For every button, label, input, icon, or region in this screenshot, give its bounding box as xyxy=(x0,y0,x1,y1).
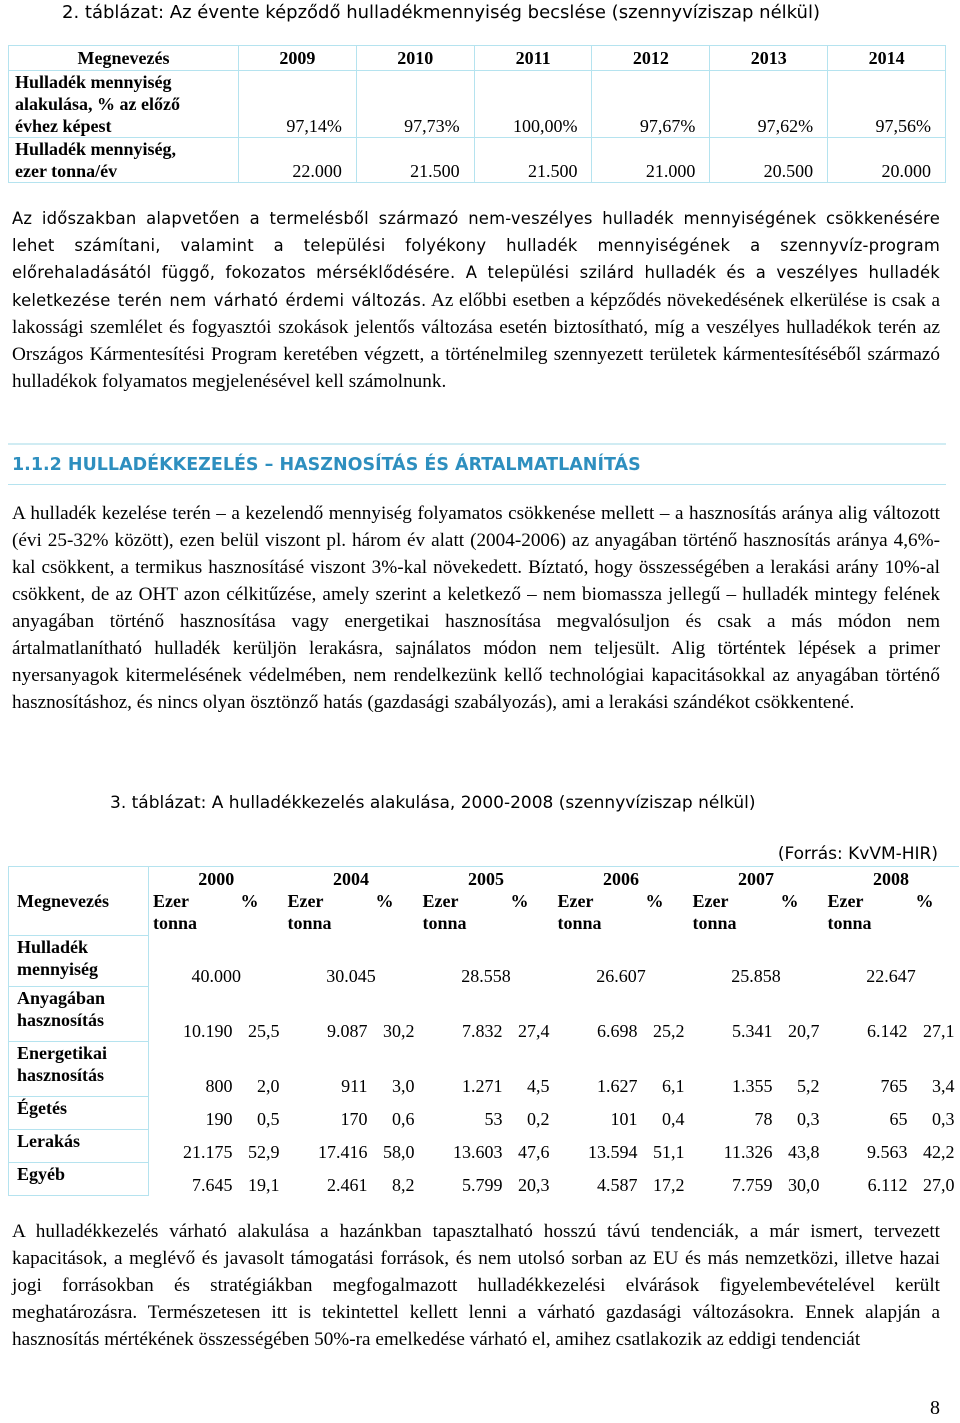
table3-cell: 51,1 xyxy=(653,1141,685,1162)
table3-cell: 7.645 xyxy=(192,1174,233,1195)
table3-caption: 3. táblázat: A hulladékkezelés alakulása, 2000-2008 (szennyvíziszap nélkül) xyxy=(110,793,756,813)
table3-sub-ton: Ezer tonna xyxy=(422,890,467,933)
table3-sub-ton: Ezer tonna xyxy=(557,890,602,933)
table3-cell: 30,2 xyxy=(383,1020,415,1041)
table3-year: 2006 xyxy=(554,867,689,890)
table3-cell: 27,4 xyxy=(518,1020,550,1041)
heading-underline xyxy=(8,484,946,485)
table2-cell: 97,67% xyxy=(592,71,710,138)
table2 xyxy=(8,45,946,183)
table3-cell: 0,3 xyxy=(932,1108,955,1129)
table3-cell: 25,5 xyxy=(248,1020,280,1041)
table3-cell: 4,5 xyxy=(527,1075,550,1096)
table3-row xyxy=(9,1163,959,1196)
table3-sub-pct: % xyxy=(510,890,529,911)
table3-cell: 27,0 xyxy=(923,1174,955,1195)
table3-cell: 58,0 xyxy=(383,1141,415,1162)
table3-cell: 5,2 xyxy=(797,1075,820,1096)
table3-cell: 6.698 xyxy=(597,1020,638,1041)
table3-cell: 21.175 xyxy=(183,1141,233,1162)
table3-cell: 13.594 xyxy=(588,1141,638,1162)
table3-row-label: Anyagában hasznosítás xyxy=(9,987,149,1042)
table3-cell: 78 xyxy=(754,1108,773,1129)
table3-sub-pct: % xyxy=(645,890,664,911)
table3-cell: 190 xyxy=(205,1108,233,1129)
table3-cell: 9.087 xyxy=(327,1020,368,1041)
table3-cell: 3,0 xyxy=(392,1075,415,1096)
table3-year-row xyxy=(9,867,959,890)
table3-year: 2004 xyxy=(284,867,419,890)
table2-header-row xyxy=(9,46,946,71)
table3-cell: 17,2 xyxy=(653,1174,685,1195)
table3-cell: 42,2 xyxy=(923,1141,955,1162)
page-number: 8 xyxy=(930,1397,940,1419)
table2-cell: 97,73% xyxy=(356,71,474,138)
table3-cell: 30,0 xyxy=(788,1174,820,1195)
table2-cell: 21.500 xyxy=(474,138,592,183)
table3-row-label: Energetikai hasznosítás xyxy=(9,1042,149,1097)
table3-cell: 26.607 xyxy=(596,965,646,986)
table3-cell: 20,7 xyxy=(788,1020,820,1041)
table3-cell: 7.759 xyxy=(732,1174,773,1195)
paragraph-3-text: A hulladékkezelés várható alakulása a hazánkban tapasztalható hosszú távú tendenciák, a már ismert, tervezett kapacitások, a meglévő és javasolt támogatási források, és nem utolsó sorban az EU és más nemzetközi, illetve hazai jogi forrásokban és stratégiákban megfogalmazott hulladékkezelési elvárások figyelembevételével került meghatározásra. Természetesen itt is tekintettel kellett lenni a várható gazdasági változásokra. Ennek alapján a hasznosítás mértékének összességében 50%-ra emelkedése várható el, amihez csatlakozik az eddigi tendenciát xyxy=(12,1221,940,1350)
table3-sub-pct: % xyxy=(915,890,934,911)
table3-cell: 40.000 xyxy=(191,965,241,986)
table3-cell: 0,2 xyxy=(527,1108,550,1129)
paragraph-2 xyxy=(12,500,940,716)
table3-cell: 5.341 xyxy=(732,1020,773,1041)
table2-cell: 21.000 xyxy=(592,138,710,183)
table2-cell: 97,56% xyxy=(828,71,946,138)
table3-cell: 43,8 xyxy=(788,1141,820,1162)
table3-cell: 0,4 xyxy=(662,1108,685,1129)
table3-year: 2008 xyxy=(824,867,959,890)
table3 xyxy=(8,866,959,1196)
table2-row xyxy=(9,138,946,183)
table3-cell: 6.142 xyxy=(867,1020,908,1041)
table3-cell: 10.190 xyxy=(183,1020,233,1041)
table3-cell: 30.045 xyxy=(326,965,376,986)
table2-row-label: Hulladék mennyiség, ezer tonna/év xyxy=(9,138,239,183)
table3-cell: 2,0 xyxy=(257,1075,280,1096)
table3-cell: 4.587 xyxy=(597,1174,638,1195)
table3-cell: 765 xyxy=(880,1075,908,1096)
table3-cell: 25,2 xyxy=(653,1020,685,1041)
table3-row xyxy=(9,1130,959,1163)
table3-row-label: Égetés xyxy=(9,1097,149,1130)
table3-cell: 0,6 xyxy=(392,1108,415,1129)
table3-row-label: Hulladék mennyiség xyxy=(9,936,149,987)
table2-header-cell: 2013 xyxy=(710,46,828,71)
table3-row-label: Egyéb xyxy=(9,1163,149,1196)
table2-cell: 100,00% xyxy=(474,71,592,138)
table3-cell: 22.647 xyxy=(866,965,916,986)
table3-cell: 800 xyxy=(205,1075,233,1096)
table3-cell: 65 xyxy=(889,1108,908,1129)
table3-subheader-row xyxy=(9,890,959,936)
table3-cell: 25.858 xyxy=(731,965,781,986)
table2-cell: 21.500 xyxy=(356,138,474,183)
table3-cell: 1.627 xyxy=(597,1075,638,1096)
table2-caption: 2. táblázat: Az évente képződő hulladékmennyiség becslése (szennyvíziszap nélkül) xyxy=(62,2,820,23)
table3-sub-ton: Ezer tonna xyxy=(692,890,737,933)
table2-cell: 20.500 xyxy=(710,138,828,183)
table3-sub-ton: Ezer tonna xyxy=(827,890,872,933)
table3-sub-pct: % xyxy=(240,890,259,911)
table3-label-header: Megnevezés xyxy=(9,867,149,936)
table3-cell: 52,9 xyxy=(248,1141,280,1162)
table3-cell: 13.603 xyxy=(453,1141,503,1162)
table3-row-label: Lerakás xyxy=(9,1130,149,1163)
table3-cell: 27,1 xyxy=(923,1020,955,1041)
table3-sub-pct: % xyxy=(375,890,394,911)
table3-year: 2007 xyxy=(689,867,824,890)
paragraph-3 xyxy=(12,1218,940,1353)
table3-row xyxy=(9,987,959,1042)
table2-cell: 20.000 xyxy=(828,138,946,183)
table3-cell: 9.563 xyxy=(867,1141,908,1162)
table3-cell: 5.799 xyxy=(462,1174,503,1195)
table2-cell: 22.000 xyxy=(239,138,357,183)
table3-cell: 47,6 xyxy=(518,1141,550,1162)
table3-sub-pct: % xyxy=(780,890,799,911)
table3-cell: 1.271 xyxy=(462,1075,503,1096)
table3-source: (Forrás: KvVM-HIR) xyxy=(777,844,938,864)
table3-cell: 28.558 xyxy=(461,965,511,986)
table3-year: 2005 xyxy=(419,867,554,890)
table2-header-cell: 2010 xyxy=(356,46,474,71)
table3-cell: 1.355 xyxy=(732,1075,773,1096)
table2-cell: 97,14% xyxy=(239,71,357,138)
table3-sub-ton: Ezer tonna xyxy=(287,890,332,933)
table3-cell: 20,3 xyxy=(518,1174,550,1195)
table2-header-cell: 2014 xyxy=(828,46,946,71)
table3-year: 2000 xyxy=(149,867,284,890)
section-heading: 1.1.2 HULLADÉKKEZELÉS – HASZNOSÍTÁS ÉS ÁRTALMATLANÍTÁS xyxy=(12,455,641,475)
table3-cell: 53 xyxy=(484,1108,503,1129)
table3-row xyxy=(9,1097,959,1130)
table3-cell: 0,5 xyxy=(257,1108,280,1129)
table2-header-cell: 2012 xyxy=(592,46,710,71)
table3-cell: 7.832 xyxy=(462,1020,503,1041)
paragraph-2-text: A hulladék kezelése terén – a kezelendő mennyiség folyamatos csökkenése mellett – a hasznosítás aránya alig változott (évi 25-32% között), ezen belül viszont pl. három év alatt (2004-2006) az anyagában történő hasznosítás aránya 4,6%-kal csökkent, a termikus hasznosításé viszont 3%-kal növekedett. Bíztató, hogy összességében a lerakási arány 10%-al csökkent, de az OHT azon célkitűzése, amely szerint a keletkező – nem biomassza jellegű – hulladék mintegy felének anyagában történő hasznosítása vagy energetikai hasznosítása megvalósuljon és csak a más módon nem ártalmatlanítható hulladék kerüljön lerakásra, sajnálatos módon nem teljesült. Alig történtek lépések a primer nyersanyagok kitermelésének védelmében, nem rendelkezünk kellő technológiai kapacitásokkal az anyagában történő hasznosításhoz, és nincs olyan ösztönző hatás (gazdasági szabályozás), ami a lerakási szándékot csökkentené. xyxy=(12,503,940,713)
paragraph-1-sans: Az időszakban alapvetően a termelésből származó nem-veszélyes hulladék mennyiségének csökkenésére lehet számítani, valamint a települési folyékony hulladék mennyiségének a szennyvíz-program előrehaladásától függő, fokozatos mérséklődésére. A települési szilárd hulladék és a veszélyes hulladék keletkezése terén nem várható érdemi változás. xyxy=(12,209,940,310)
table2-header-cell: Megnevezés xyxy=(9,46,239,71)
table2-row-label: Hulladék mennyiség alakulása, % az előző évhez képest xyxy=(9,71,239,138)
table2-header-cell: 2011 xyxy=(474,46,592,71)
table3-cell: 6,1 xyxy=(662,1075,685,1096)
table2-row xyxy=(9,71,946,138)
table2-header-cell: 2009 xyxy=(239,46,357,71)
table3-cell: 19,1 xyxy=(248,1174,280,1195)
table3-cell: 170 xyxy=(340,1108,368,1129)
table3-cell: 11.326 xyxy=(723,1141,773,1162)
table3-row xyxy=(9,936,959,987)
table2-cell: 97,62% xyxy=(710,71,828,138)
table3-cell: 101 xyxy=(610,1108,638,1129)
table3-cell: 911 xyxy=(341,1075,368,1096)
section-divider xyxy=(8,443,946,445)
table3-cell: 2.461 xyxy=(327,1174,368,1195)
table3-cell: 8,2 xyxy=(392,1174,415,1195)
paragraph-1-serif: Az előbbi esetben a képződés növekedésének elkerülése is csak a lakossági szemlélet és fogyasztói szokások jelentős változása esetén biztosítható, míg a veszélyes hulladékok terén az Országos Kármentesítési Program keretében végzett, a történelmileg szennyezett területek kármentesítéséből származó hulladékok folyamatos megjelenésével kell számolnunk. xyxy=(12,289,940,392)
table3-cell: 17.416 xyxy=(318,1141,368,1162)
table3-row xyxy=(9,1042,959,1097)
table3-cell: 0,3 xyxy=(797,1108,820,1129)
table3-cell: 3,4 xyxy=(932,1075,955,1096)
table3-cell: 6.112 xyxy=(867,1174,908,1195)
table3-sub-ton: Ezer tonna xyxy=(153,890,198,933)
paragraph-1 xyxy=(12,205,940,395)
